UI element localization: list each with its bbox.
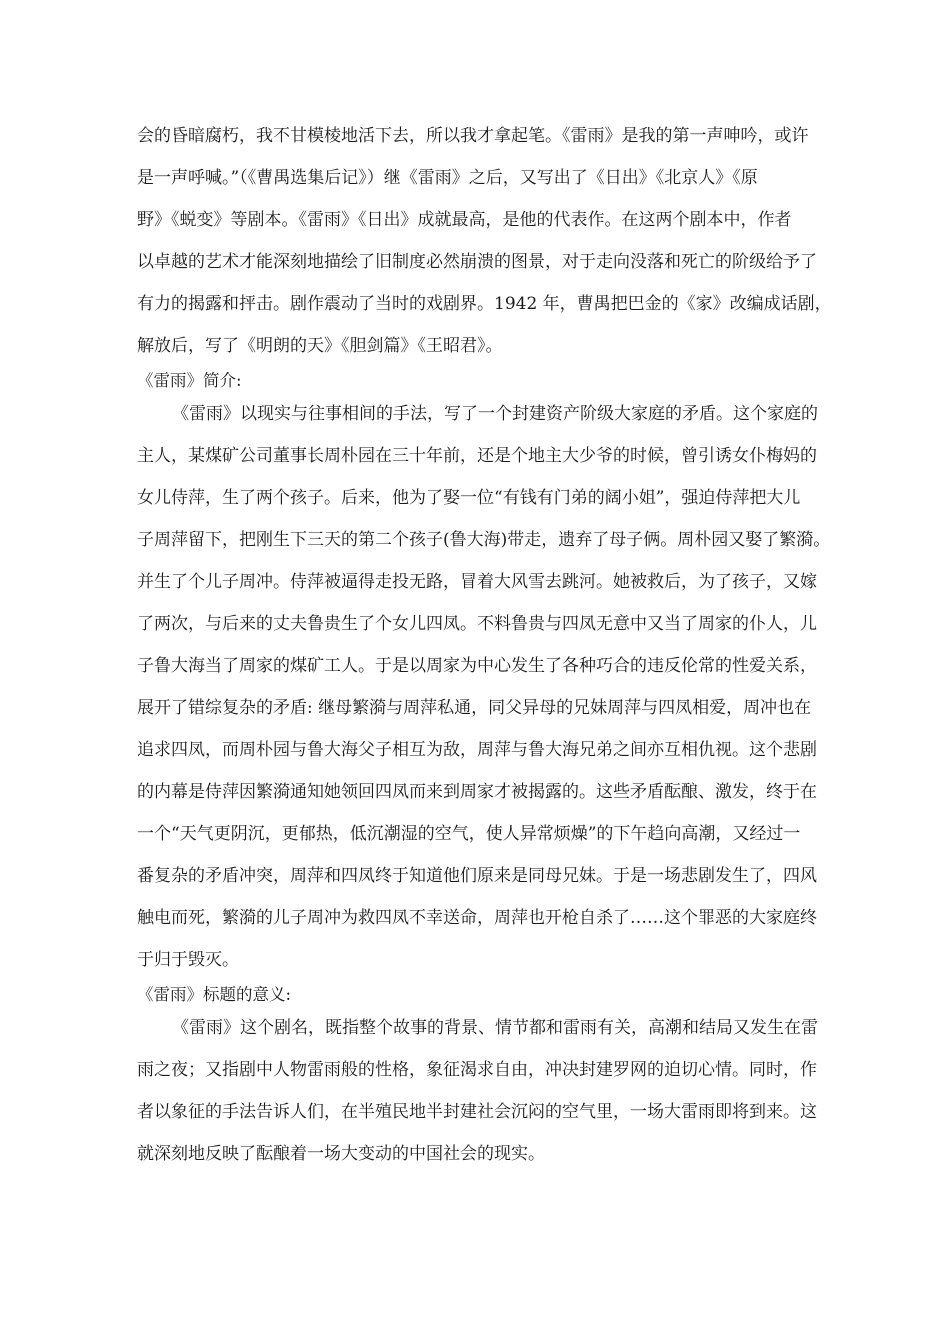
text-line: 触电而死，繁漪的儿子周冲为救四凤不幸送命，周萍也开枪自杀了……这个罪恶的大家庭终 bbox=[137, 908, 817, 928]
text-line: 会的昏暗腐朽，我不甘模棱地活下去，所以我才拿起笔。《雷雨》是我的第一声呻吟，或许 bbox=[137, 126, 809, 146]
section-heading-title-meaning: 《雷雨》标题的意义: bbox=[137, 985, 292, 1004]
text-line: 女儿侍萍，生了两个孩子。后来，他为了娶一位“有钱有门弟的阔小姐”，强迫侍萍把大儿 bbox=[137, 488, 801, 508]
text-line: 雨之夜；又指剧中人物雷雨般的性格，象征渴求自由，冲决封建罗网的迫切心情。同时，作 bbox=[137, 1060, 817, 1080]
text-line: 于归于毁灭。 bbox=[137, 950, 239, 970]
text-line: 了两次，与后来的丈夫鲁贵生了个女儿四凤。不料鲁贵与四凤无意中又当了周家的仆人，儿 bbox=[137, 614, 817, 634]
text-line: 有力的揭露和抨击。剧作震动了当时的戏剧界。1942 年，曹禺把巴金的《家》改编成话剧， bbox=[137, 294, 832, 314]
text-line: 子周萍留下，把刚生下三天的第二个孩子(鲁大海)带走，遗弃了母子俩。周朴园又娶了繁漪。 bbox=[137, 530, 831, 550]
text-line: 并生了个儿子周冲。侍萍被逼得走投无路，冒着大风雪去跳河。她被救后，为了孩子，又嫁 bbox=[137, 572, 817, 592]
text-line: 野》《蜕变》等剧本。《雷雨》《日出》成就最高，是他的代表作。在这两个剧本中，作者 bbox=[137, 210, 792, 230]
section-heading-summary: 《雷雨》简介: bbox=[137, 371, 242, 390]
text-line: 解放后，写了《明朗的天》《胆剑篇》《王昭君》。 bbox=[137, 336, 503, 356]
text-line: 子鲁大海当了周家的煤矿工人。于是以周家为中心发生了各种巧合的违反伦常的性爱关系， bbox=[137, 656, 817, 676]
text-line: 番复杂的矛盾冲突，周萍和四凤终于知道他们原来是同母兄妹。于是一场悲剧发生了，四风 bbox=[137, 866, 817, 886]
text-line: 者以象征的手法告诉人们，在半殖民地半封建社会沉闷的空气里，一场大雷雨即将到来。这 bbox=[137, 1102, 817, 1122]
text-line: 是一声呼喊。”（《曹禺选集后记》）继《雷雨》之后，又写出了《日出》《北京人》《原 bbox=[137, 168, 758, 188]
text-line: 的内幕是侍萍因繁漪通知她领回四凤而来到周家才被揭露的。这些矛盾酝酿、激发，终于在 bbox=[137, 782, 817, 802]
text-line: 展开了错综复杂的矛盾: 继母繁漪与周萍私通，同父异母的兄妹周萍与四凤相爱，周冲也在 bbox=[137, 698, 812, 718]
text-line: 《雷雨》以现实与往事相间的手法，写了一个封建资产阶级大家庭的矛盾。这个家庭的 bbox=[172, 404, 818, 424]
text-line: 《雷雨》这个剧名，既指整个故事的背景、情节都和雷雨有关，高潮和结局又发生在雷 bbox=[172, 1018, 818, 1038]
text-line: 追求四凤，而周朴园与鲁大海父子相互为敌，周萍与鲁大海兄弟之间亦互相仇视。这个悲剧 bbox=[137, 740, 817, 760]
text-line: 以卓越的艺术才能深刻地描绘了旧制度必然崩溃的图景，对于走向没落和死亡的阶级给予了 bbox=[137, 252, 817, 272]
text-line: 就深刻地反映了酝酿着一场大变动的中国社会的现实。 bbox=[137, 1144, 545, 1164]
text-line: 主人，某煤矿公司董事长周朴园在三十年前，还是个地主大少爷的时候，曾引诱女仆梅妈的 bbox=[137, 446, 817, 466]
text-line: 一个“天气更阴沉，更郁热，低沉潮湿的空气，使人异常烦燥”的下午趋向高潮，又经过一 bbox=[137, 824, 801, 844]
